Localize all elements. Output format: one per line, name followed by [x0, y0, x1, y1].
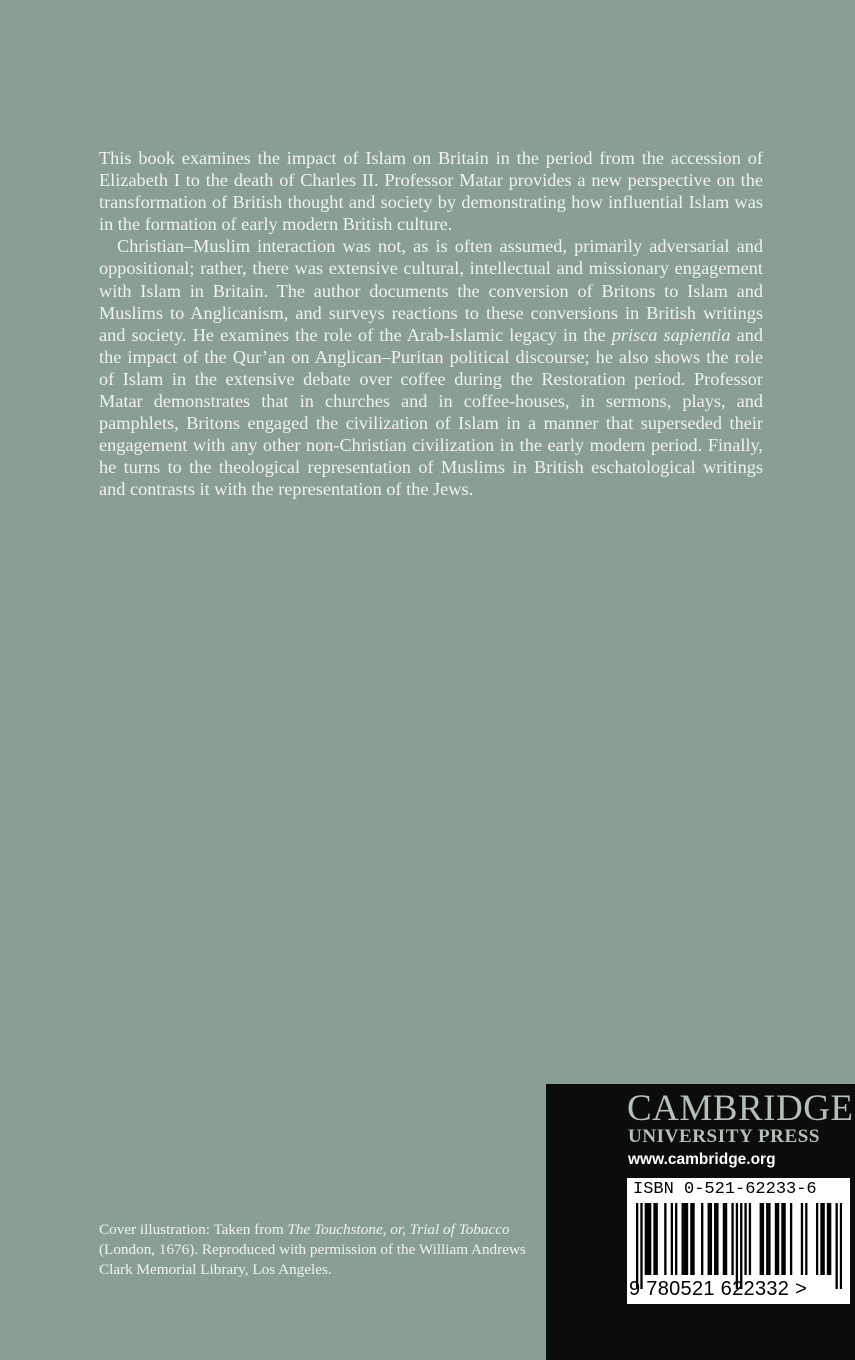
barcode-bar: [840, 1203, 842, 1289]
barcode-bar: [725, 1203, 727, 1275]
barcode-bar: [749, 1203, 751, 1275]
barcode-bar: [829, 1203, 831, 1275]
barcode-bar: [682, 1203, 684, 1275]
publisher-name: CAMBRIDGE: [627, 1088, 854, 1129]
barcode-bar: [736, 1203, 738, 1289]
isbn-barcode: [627, 1178, 850, 1304]
barcode-bar: [781, 1203, 783, 1275]
barcode-bar: [820, 1203, 822, 1275]
barcode-bars: [636, 1203, 842, 1289]
barcode-bar: [790, 1203, 792, 1275]
barcode-bar: [701, 1203, 703, 1275]
publisher-subtitle: UNIVERSITY PRESS: [628, 1126, 821, 1147]
barcode-bar: [783, 1203, 785, 1275]
barcode-bar: [827, 1203, 829, 1275]
barcode-bar: [636, 1203, 638, 1289]
isbn-label: ISBN 0-521-62233-6: [633, 1180, 817, 1199]
barcode-bar: [768, 1203, 770, 1275]
blurb-p2-start: Christian–Muslim interaction was not, as is often assumed, primarily adversarial and oppositional; rather, there was extensive cultural, intellectual and missionary engagement with Islam in Britain. The author documents the conversion of Britons to Islam and Muslims to Anglicanism, and surveys reactions to these conversions in British writings and society. He examines the role of the Arab-Islamic legacy in the: [99, 236, 763, 345]
barcode-bar: [816, 1203, 818, 1275]
barcode-bar: [744, 1203, 746, 1275]
blurb-p2-end: and the impact of the Qur’an on Anglican–Puritan political discourse; he also shows the role of Islam in the extensive debate over coffee during the Restoration period. Professor Matar demonstrates that in churches and in coffee-houses, in sermons, plays, and pamphlets, Britons engaged the civilization of Islam in a manner that superseded their engagement with any other non-Christian civilization in the early modern period. Finally, he turns to the theological representation of Muslims in British eschatological writings and contrasts it with the representation of the Jews.: [99, 324, 763, 500]
barcode-bar: [653, 1203, 655, 1275]
barcode-bar: [731, 1203, 733, 1275]
barcode-bar: [675, 1203, 677, 1275]
barcode-bar: [740, 1203, 742, 1289]
barcode-bar: [649, 1203, 651, 1275]
barcode-bar: [686, 1203, 688, 1275]
back-cover-blurb: [99, 147, 763, 501]
barcode-bar: [805, 1203, 807, 1275]
barcode-bar: [640, 1203, 642, 1289]
barcode-bar: [690, 1203, 692, 1275]
barcode-bar: [684, 1203, 686, 1275]
cover-illustration-credit: [99, 1220, 529, 1280]
barcode-bar: [656, 1203, 658, 1275]
barcode-bar: [671, 1203, 673, 1275]
ean-digits: 9 780521 622332 >: [629, 1278, 808, 1300]
blurb-p2-italic: prisca sapientia: [611, 324, 731, 345]
blurb-paragraph-1: This book examines the impact of Islam on Britain in the period from the accession of Elizabeth I to the death of Charles II. Professor Matar provides a new perspective on the transformation of British thought and society by demonstrating how influential Islam was in the formation of early modern British culture.: [99, 148, 763, 235]
barcode-bar: [766, 1203, 768, 1275]
barcode-bar: [760, 1203, 762, 1275]
blurb-paragraph-2: [99, 235, 763, 500]
barcode-bar: [835, 1203, 837, 1289]
credit-prefix: Cover illustration: Taken from: [99, 1221, 284, 1238]
barcode-bar: [762, 1203, 764, 1275]
barcode-bar: [714, 1203, 716, 1275]
credit-title: The Touchstone, or, Trial of Tobacco: [287, 1221, 510, 1238]
barcode-bar: [645, 1203, 647, 1275]
barcode-bar: [710, 1203, 712, 1275]
barcode-bar: [777, 1203, 779, 1275]
barcode-bar: [822, 1203, 824, 1275]
barcode-bar: [775, 1203, 777, 1275]
credit-suffix: (London, 1676). Reproduced with permission of the William Andrews Clark Memorial Library, Los Angeles.: [99, 1241, 526, 1278]
barcode-bar: [664, 1203, 666, 1275]
publisher-panel: [546, 1084, 855, 1360]
publisher-url[interactable]: www.cambridge.org: [628, 1151, 776, 1168]
barcode-bar: [647, 1203, 649, 1275]
barcode-bar: [708, 1203, 710, 1275]
barcode-bar: [723, 1203, 725, 1275]
barcode-bar: [801, 1203, 803, 1275]
barcode-bar: [716, 1203, 718, 1275]
barcode-bar: [692, 1203, 694, 1275]
